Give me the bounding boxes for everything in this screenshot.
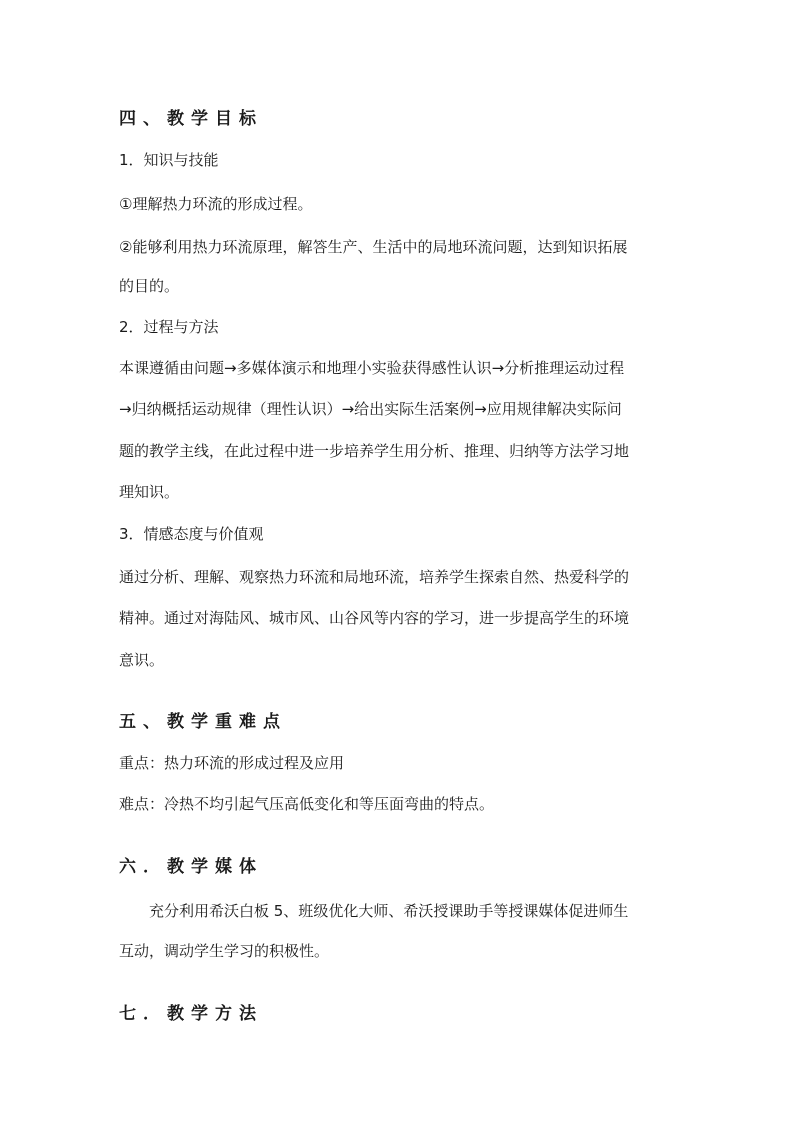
difficult-point: 难点：冷热不均引起气压高低变化和等压面弯曲的特点。	[119, 795, 495, 813]
section-heading: 四、教学目标	[119, 109, 263, 129]
paragraph-line: 充分利用希沃白板 5、班级优化大师、希沃授课助手等授课媒体促进师生	[149, 902, 629, 920]
paragraph-line: 精神。通过对海陆风、城市风、山谷风等内容的学习，进一步提高学生的环境	[119, 609, 630, 627]
paragraph-line: 通过分析、理解、观察热力环流和局地环流，培养学生探索自然、热爱科学的	[119, 568, 630, 586]
section-teaching-objectives	[119, 104, 263, 134]
objective-item: ①理解热力环流的形成过程。	[119, 195, 313, 213]
paragraph-line: 意识。	[119, 651, 165, 669]
section-heading: 七．教学方法	[119, 1004, 263, 1024]
paragraph-line: 本课遵循由问题→多媒体演示和地理小实验获得感性认识→分析推理运动过程	[119, 359, 625, 377]
objective-item-continued: 的目的。	[119, 277, 180, 295]
paragraph-line: 互动，调动学生学习的积极性。	[119, 942, 330, 960]
paragraph-line: 理知识。	[119, 483, 180, 501]
subheading-values: 3．情感态度与价值观	[119, 525, 264, 543]
section-heading: 五、教学重难点	[119, 712, 287, 732]
subheading-knowledge: 1．知识与技能	[119, 151, 219, 169]
paragraph-line: →归纳概括运动规律（理性认识）→给出实际生活案例→应用规律解决实际问	[119, 400, 622, 418]
paragraph-line: 题的教学主线，在此过程中进一步培养学生用分析、推理、归纳等方法学习地	[119, 442, 630, 460]
section-heading: 六．教学媒体	[119, 857, 263, 877]
subheading-process: 2．过程与方法	[119, 318, 219, 336]
key-point: 重点：热力环流的形成过程及应用	[119, 754, 345, 772]
objective-item: ②能够利用热力环流原理，解答生产、生活中的局地环流问题，达到知识拓展	[119, 238, 628, 256]
